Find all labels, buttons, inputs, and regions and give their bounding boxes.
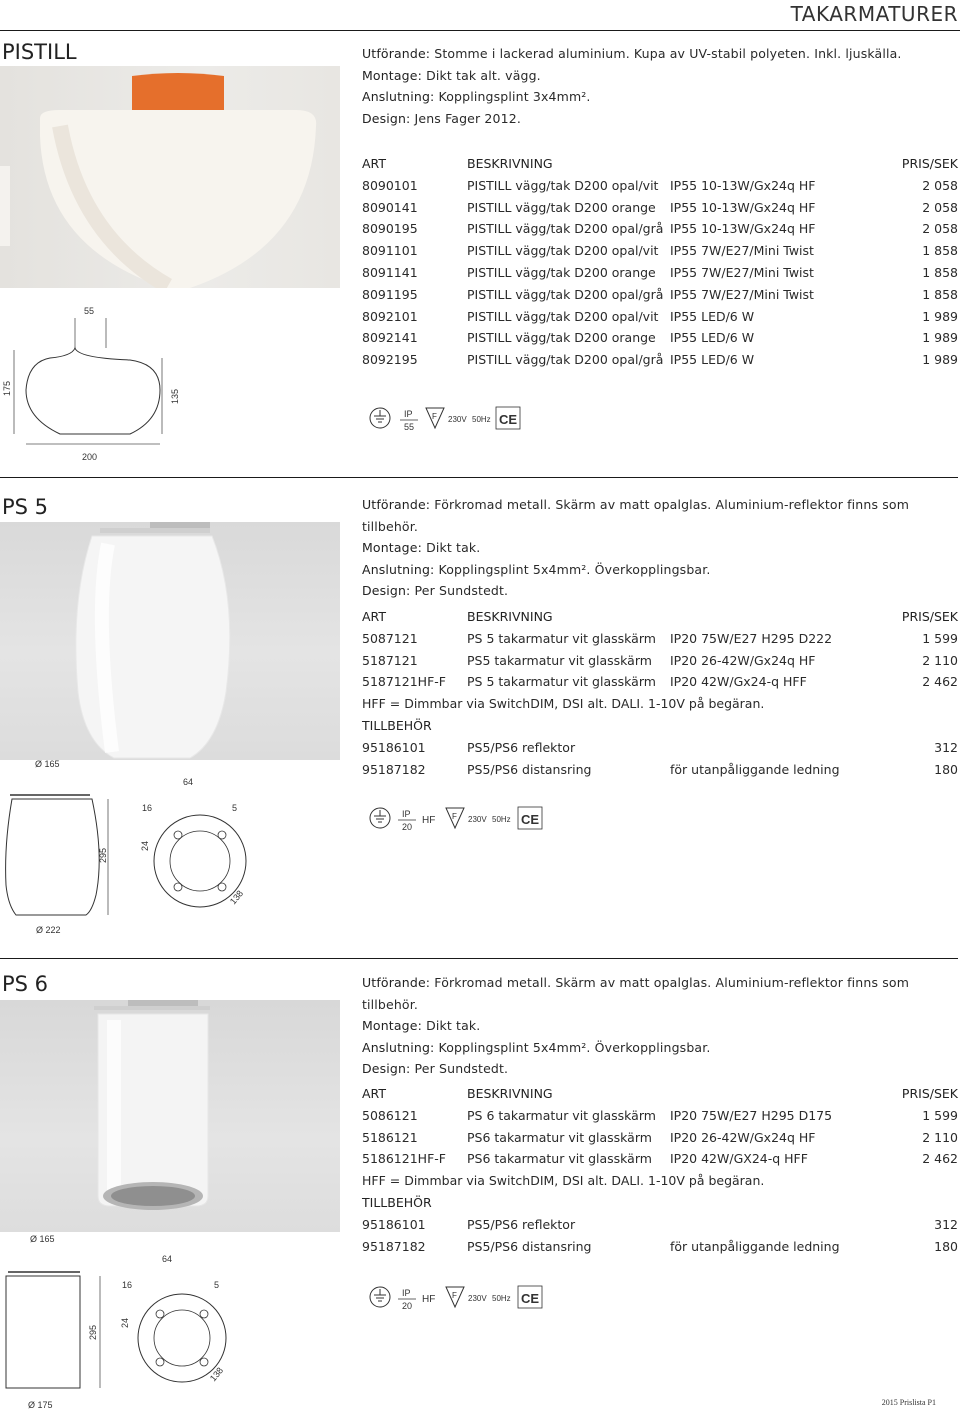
accessories-title: TILLBEHÖR [362, 717, 432, 733]
svg-text:IP: IP [404, 409, 413, 419]
dim-top-diameter: Ø 165 [30, 1234, 55, 1244]
pistill-table [362, 153, 958, 371]
dim-right: 5 [232, 803, 238, 813]
ps6-cert-icons [368, 1283, 558, 1317]
dim-top-diameter: Ø 165 [35, 759, 60, 769]
ps5-cert-icons [368, 804, 558, 838]
table-row: 8090141 PISTILL vägg/tak D200 orange IP55 10-13W/Gx24q HF 2 058 [362, 199, 958, 215]
svg-text:HF: HF [422, 815, 436, 826]
dim-bracket: 64 [162, 1254, 173, 1264]
svg-text:CE: CE [521, 1291, 540, 1306]
accessory-row: 95186101 PS5/PS6 reflektor 312 [362, 739, 958, 755]
ce-mark-icon [518, 807, 542, 829]
dim-side: 24 [140, 840, 150, 851]
f-mark-icon [446, 808, 464, 828]
table-row: 5187121 PS5 takarmatur vit glasskärm IP20 26-42W/Gx24q HF 2 110 [362, 652, 958, 668]
svg-text:CE: CE [499, 412, 518, 427]
table-row: 5186121 PS6 takarmatur vit glasskärm IP20 26-42W/Gx24q HF 2 110 [362, 1129, 958, 1145]
table-row: 5086121 PS 6 takarmatur vit glasskärm IP20 75W/E27 H295 D175 1 599 [362, 1107, 958, 1123]
header-rule [0, 30, 960, 31]
earth-icon [370, 408, 390, 428]
ps5-photo [0, 522, 340, 760]
table-header: ART BESKRIVNING PRIS/SEK [362, 609, 958, 624]
section-rule [0, 477, 958, 478]
svg-text:230V: 230V [468, 1294, 487, 1303]
dim-height: 295 [88, 1324, 98, 1340]
svg-text:20: 20 [402, 822, 413, 832]
earth-icon [370, 808, 390, 828]
table-row: 8090101 PISTILL vägg/tak D200 opal/vit IP55 10-13W/Gx24q HF 2 058 [362, 177, 958, 193]
svg-text:20: 20 [402, 1301, 413, 1311]
svg-text:50Hz: 50Hz [472, 415, 491, 424]
ps6-info: Utförande: Förkromad metall. Skärm av matt opalglas. Aluminium-reflektor finns som tillbehör. Montage: Dikt tak. Anslutning: Kopplingsplint 5x4mm². Överkopplingsbar. Design: Per Sundstedt. [362, 975, 910, 1076]
dim-side: 24 [120, 1317, 130, 1328]
dim-bracket: 64 [183, 777, 194, 787]
accessory-row: 95187182 PS5/PS6 distansring för utanpåliggande ledning 180 [362, 761, 958, 777]
dim-bottom: Ø 222 [36, 925, 61, 935]
svg-text:IP: IP [402, 809, 411, 819]
pistill-drawing [0, 300, 190, 470]
dim-right: 5 [214, 1280, 220, 1290]
dim-left: 16 [122, 1280, 133, 1290]
pistill-info: Utförande: Stomme i lackerad aluminium. Kupa av UV-stabil polyeten. Inkl. ljuskälla. Montage: Dikt tak alt. vägg. Anslutning: Kopplingsplint 3x4mm². Design: Jens Fager 2012. [362, 46, 902, 126]
svg-text:230V: 230V [448, 415, 467, 424]
table-row: 8091101 PISTILL vägg/tak D200 opal/vit IP55 7W/E27/Mini Twist 1 858 [362, 243, 958, 259]
dim-ring: 138 [227, 888, 246, 907]
dim-top: 55 [84, 306, 95, 316]
svg-text:IP: IP [402, 1288, 411, 1298]
ce-mark-icon [496, 407, 520, 429]
svg-text:55: 55 [404, 422, 415, 432]
ps6-photo [0, 1000, 340, 1232]
table-row: 8091141 PISTILL vägg/tak D200 orange IP55 7W/E27/Mini Twist 1 858 [362, 264, 958, 280]
table-row: 5187121HF-F PS 5 takarmatur vit glasskärm IP20 42W/Gx24-q HFF 2 462 [362, 674, 958, 690]
table-row: 8092195 PISTILL vägg/tak D200 opal/grå IP55 LED/6 W 1 989 [362, 352, 958, 368]
f-mark-icon [446, 1287, 464, 1307]
table-header: ART BESKRIVNING PRIS/SEK [362, 156, 958, 171]
table-row: 8090195 PISTILL vägg/tak D200 opal/grå IP55 10-13W/Gx24q HF 2 058 [362, 221, 958, 237]
dim-height: 175 [2, 380, 12, 396]
svg-text:50Hz: 50Hz [492, 815, 511, 824]
earth-icon [370, 1287, 390, 1307]
hff-note: HFF = Dimmbar via SwitchDIM, DSI alt. DALI. 1-10V på begäran. [362, 1173, 765, 1189]
table-row: 5087121 PS 5 takarmatur vit glasskärm IP20 75W/E27 H295 D222 1 599 [362, 630, 958, 646]
section-rule [0, 958, 958, 959]
page-header: TAKARMATURER [790, 2, 958, 26]
table-row: 5186121HF-F PS6 takarmatur vit glasskärm IP20 42W/GX24-q HFF 2 462 [362, 1151, 958, 1167]
svg-text:HF: HF [422, 1294, 436, 1305]
accessories-title: TILLBEHÖR [362, 1194, 432, 1210]
table-row: 8092101 PISTILL vägg/tak D200 opal/vit IP55 LED/6 W 1 989 [362, 308, 958, 324]
dim-bottom: Ø 175 [28, 1400, 53, 1410]
svg-text:F: F [452, 1291, 457, 1300]
dim-ring: 138 [207, 1365, 226, 1384]
table-header: ART BESKRIVNING PRIS/SEK [362, 1086, 958, 1101]
f-mark-icon [426, 408, 444, 428]
section-title-ps5: PS 5 [2, 495, 49, 519]
dim-height: 295 [98, 847, 108, 863]
section-title-pistill: PISTILL [2, 40, 77, 64]
ps6-drawing [0, 1228, 270, 1414]
dim-inner: 135 [170, 388, 180, 404]
section-title-ps6: PS 6 [2, 972, 49, 996]
svg-text:50Hz: 50Hz [492, 1294, 511, 1303]
svg-text:F: F [452, 812, 457, 821]
svg-text:F: F [432, 412, 437, 421]
ps5-table [362, 606, 958, 780]
hff-note: HFF = Dimmbar via SwitchDIM, DSI alt. DALI. 1-10V på begäran. [362, 696, 765, 712]
table-row: 8092141 PISTILL vägg/tak D200 orange IP55 LED/6 W 1 989 [362, 330, 958, 346]
page-footer: 2015 Prislista P1 [881, 1398, 936, 1407]
pistill-cert-icons [368, 404, 528, 438]
table-row: 8091195 PISTILL vägg/tak D200 opal/grå IP55 7W/E27/Mini Twist 1 858 [362, 286, 958, 302]
pistill-photo [0, 66, 340, 288]
ps5-drawing [0, 755, 270, 940]
dim-left: 16 [142, 803, 153, 813]
svg-text:230V: 230V [468, 815, 487, 824]
dim-width: 200 [82, 452, 98, 462]
svg-text:CE: CE [521, 812, 540, 827]
accessory-row: 95187182 PS5/PS6 distansring för utanpåliggande ledning 180 [362, 1238, 958, 1254]
ps5-info: Utförande: Förkromad metall. Skärm av matt opalglas. Aluminium-reflektor finns som tillbehör. Montage: Dikt tak. Anslutning: Kopplingsplint 5x4mm². Överkopplingsbar. Design: Per Sundstedt. [362, 497, 910, 598]
ce-mark-icon [518, 1286, 542, 1308]
ps6-table [362, 1083, 958, 1257]
accessory-row: 95186101 PS5/PS6 reflektor 312 [362, 1216, 958, 1232]
